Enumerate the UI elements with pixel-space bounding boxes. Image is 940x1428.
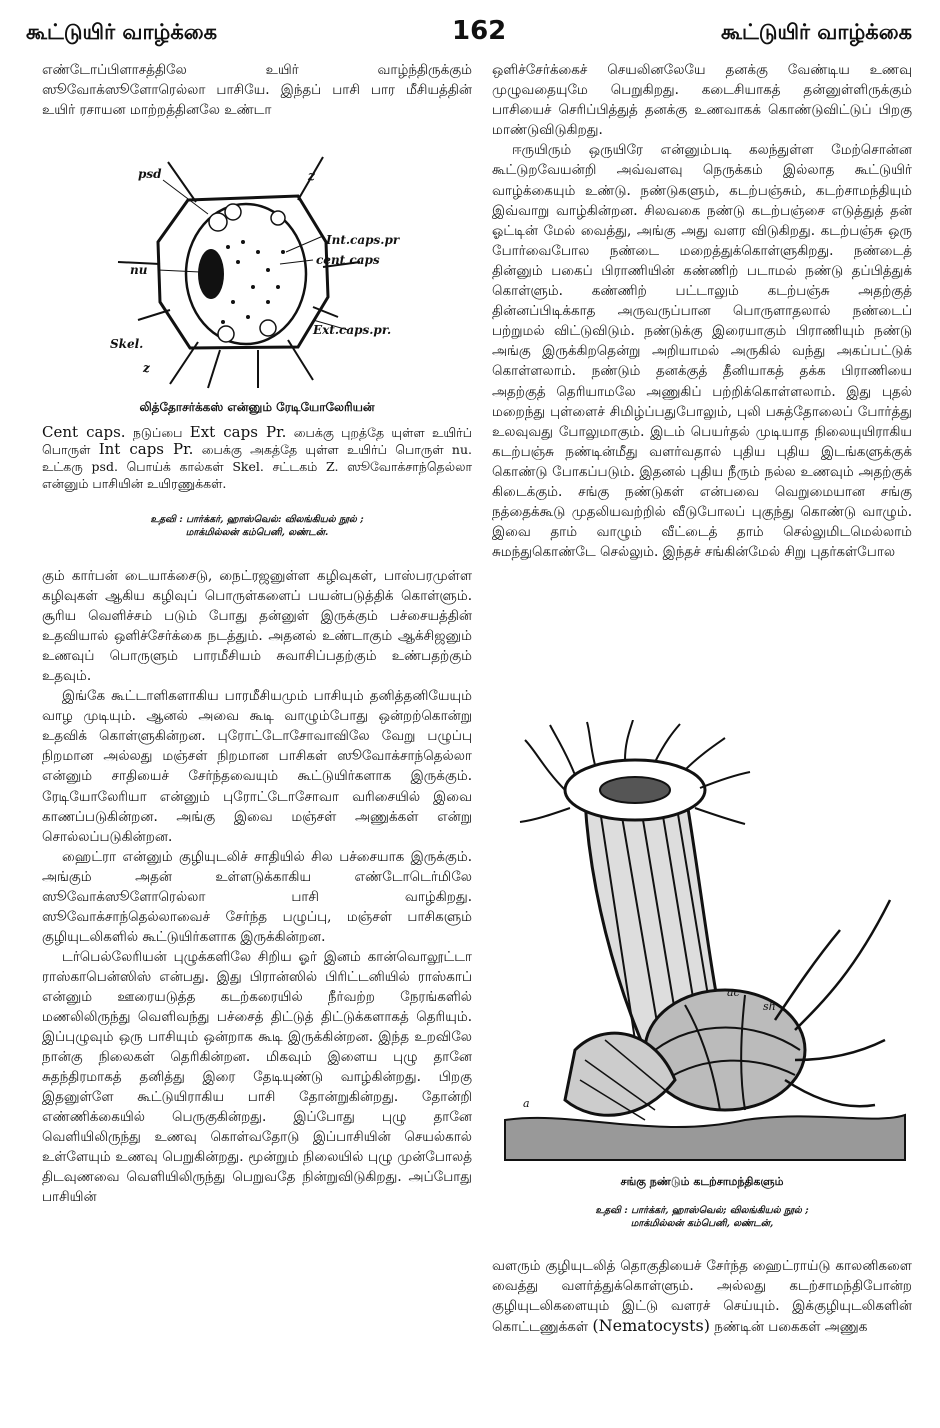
label-z-bottom: z xyxy=(143,361,150,375)
label-nu: nu xyxy=(130,263,148,277)
hermit-crab-sea-anemone-illustration xyxy=(495,720,915,1165)
label-ac: ac xyxy=(727,986,740,999)
paragraph: எண்டோப்பிளாசத்திலே உயிர் வாழ்ந்திருக்கும் ஸூவோக்ஸூளோரெல்லா பாசியே. இந்தப் பாசி பார மீசியத்தின் உயிர் ரசாயன மாற்றத்தினலே உண்டா xyxy=(42,62,472,119)
label-int-caps: Int.caps.pr xyxy=(326,233,400,247)
paragraph: இங்கே கூட்டாளிகளாகிய பாரமீசியமும் பாசியும் தனித்தனியேயும் வாழ முடியும். ஆனல் அவை கூடி வாழும்போது ஒன்றற்கொன்று உதவிக் கொள்ளுகின்றன. புரோட்டோசோவாவிலே வேறு பழுப்பு நிறமான அல்லது மஞ்சள் நிறமான பாசிகள் ஸூவோக்சாந்தெல்லா என்னும் சாதியைச் சேர்ந்தவையும் கூட்டுயிர்களாக இருக்கும். ரேடியோலேரியா என்னும் புரோட்டோசோவா வரிசையில் இவை காணப்படுகின்றன. அங்கு இவை மஞ்சள் அணுக்கள் என்று சொல்லப்படுகின்றன. xyxy=(42,688,472,845)
label-z-top: z xyxy=(308,169,315,183)
paragraph xyxy=(492,1256,912,1337)
figure-credit xyxy=(492,1204,912,1230)
paragraph-text: வளரும் குழியுடலித் தொகுதியைச் சேர்ந்த ஹைட்ராய்டு காலனிகளை வைத்து வளர்த்துக்கொள்ளும். அல்லது கடற்சாமந்திபோன்ற குழியுடலிகளையும் இட்டு வளரச் செய்யும். இக்குழியுடலிகளின் கொட்டணுக்கள் xyxy=(492,1258,912,1335)
page-header xyxy=(0,0,940,52)
radiolarian-illustration xyxy=(108,152,468,392)
legend-term: Int caps Pr. xyxy=(98,440,194,458)
right-column-bottom xyxy=(492,1256,912,1337)
legend-term: Cent caps. xyxy=(42,423,126,441)
legend-text: பைக்கு அகத்தே யுள்ள உயிர்ப் பொருள் nu. உட்கரு psd. பொய்க் கால்கள் Skel. சட்டகம் Z. ஸூவோக்சாந்தெல்லா என்னும் பாசியின் உயிரணுக்கள். xyxy=(42,442,472,491)
paragraph: டர்பெல்லேரியன் புழுக்களிலே சிறிய ஓர் இனம் கான்வொலூட்டா ராஸ்காபென்ஸிஸ் என்பது. இது பிரான்ஸில் பிரிட்டனியில் ராஸ்காப் என்னும் ஊரையடுத்த கடற்கரையில் நீர்வற்ற நேரங்களில் மணலிலிருந்து வெளிவந்து பச்சைத் திட்டுத் திட்டுக்களாகத் தெரியும். இப்புழுவும் ஒரு பாசியும் ஒன்றாக கூடி இருக்கின்றன. இந்த உறவிலே நான்கு நிலைகள் தெரிகின்றன. மிகவும் இளைய புழு தானே சுதந்திரமாகத் தனித்து இரை தேடியுண்டு வாழ்கின்றது. பிறகு இதனுள்ளே கூட்டுயிராகிய பாசி தோன்றுகின்றது. தோன்றி எண்ணிக்கையில் பெருகுகின்றது. இப்போது புழு தானே வெளியிலிருந்து உணவு கொள்வதோடு இப்பாசியின் செயல்கால் உள்ளேயும் உணவு பெறுகின்றது. மூன்றும் நிலையில் புழு முன்போலத் திடவுணவை வெளியிலிருந்து பெறுவதே நின்றுவிடுகிறது. அப்போது பாசியின் xyxy=(42,948,472,1206)
paragraph: ஒளிச்சேர்க்கைச் செயலினலேயே தனக்கு வேண்டிய உணவு முழுவதையுமே பெறுகிறது. கடைசியாகத் தன்னுள்ளிருக்கும் பாசியைச் செரிப்பித்துத் தனக்கு உணவாகக் கொண்டுவிட்டுப் பிறகு மாண்டுவிடுகிறது. xyxy=(492,62,912,139)
credit-line: மாக்மில்லன் கம்பெனி, லண்டன். xyxy=(185,527,329,538)
running-title-left: கூட்டுயிர் வாழ்க்கை xyxy=(26,20,218,44)
running-title-right: கூட்டுயிர் வாழ்க்கை xyxy=(720,20,912,44)
figure-caption: லித்தோசர்க்கஸ் என்னும் ரேடியோலேரியன் xyxy=(139,400,375,414)
label-cent-caps: cent caps xyxy=(316,253,380,267)
legend-text: நடுப்பை xyxy=(125,425,190,440)
label-skel: Skel. xyxy=(110,337,144,351)
paragraph-text: நண்டின் பகைகள் அணுக xyxy=(709,1319,868,1335)
left-column-bottom xyxy=(42,566,472,1208)
figure-credit xyxy=(42,513,472,539)
right-column-top xyxy=(492,60,912,562)
credit-line: மாக்மில்லன் கம்பெனி, லண்டன், xyxy=(630,1218,774,1229)
paragraph: கும் கார்பன் டையாக்சைடு, நைட்ரஜனுள்ள கழிவுகள், பாஸ்பரமுள்ள கழிவுகள் ஆகிய கழிவுப் பொருள்களைப் பயன்படுத்திக் கொள்ளும். சூரிய வெளிச்சம் படும் போது தன்னுள் இருக்கும் பச்சையத்தின் உதவியால் ஒளிச்சேர்க்கை நடத்தும். அதனல் உண்டாகும் ஆக்சிஜனும் உணவுப் பொருளும் பாரமீசியம் சுவாசிப்பதற்கும் உண்பதற்கும் உதவும். xyxy=(42,568,472,685)
figure-legend xyxy=(42,424,472,492)
page-number: 162 xyxy=(452,16,507,46)
paragraph: ஈருயிரும் ஒருயிரே என்னும்படி கலந்துள்ள மேற்சொன்ன கூட்டுறவேயன்றி அவ்வளவு நெருக்கம் இல்லாத கூட்டுயிர் வாழ்க்கையும் உண்டு. நண்டுகளும், கடற்பஞ்சும், கடற்சாமந்தியும் இவ்வாறு வாழ்கின்றன. சிலவகை நண்டு கடற்பஞ்சை எடுத்துத் தன் ஓட்டின் மேல் வைத்து, அங்கு அது வளர விடுகிறது. கடற்பஞ்சு ஒரு போர்வைபோல நண்டை மறைத்துக்கொள்ளுகிறது. நண்டைத் தின்னும் பகைப் பிராணியின் கண்ணிற் படாமல் நண்டு தப்பித்துக் கொள்ளும். கண்ணிற் பட்டாலும் கடற்பஞ்சு அதற்குத் தின்னப்பிடிக்காத அருவருப்பான பொருளாதலால் நண்டைப் பற்றுமல் விட்டுவிடும். நண்டுக்கு இரையாகும் பிராணியும் நண்டு அங்கு இருக்கிறதென்று அறியாமல் அருகில் வந்து அகப்பட்டுக் கொள்ளலாம். நண்டும் தனக்குத் தீனியாகத் தக்க பிராணியை அதற்குத் தெரியாமலே அணுகிப் பற்றிக்கொள்ளலாம். இது புதல் மறைந்து புள்ளைச் சிமிழ்ப்பதுபோலும், புலி பசுத்தோலைப் போர்த்து உலவுவது போலுமாகும். இடம் பெயர்தல் முடியாத நிலையுயிராகிய கடற்பஞ்சு நண்டின்மீது வளர்வதால் புதிய புதிய இடங்களுக்குக் கொண்டு போகப்படும். இதனல் புதிய நீரும் நல்ல உணவும் அதற்குக் கிடைக்கும். சங்கு நண்டுகள் என்பவை வெறுமையான சங்கு நத்தைக்கூடு முதலியவற்றில் வீடுபோலப் புகுந்து கொண்டு வாழும். இவை தாம் வாழும் வீட்டைத் தாம் செல்லுமிடமெல்லாம் சுமந்துகொண்டே செல்லும். இந்தச் சங்கின்மேல் சிறு புதர்கள்போல xyxy=(492,142,912,561)
legend-text: பைக்கு புறத்தே யுள்ள உயிர்ப் பொருள் xyxy=(42,425,472,457)
left-column-top xyxy=(42,60,472,120)
label-psd: psd xyxy=(138,167,162,181)
label-a: a xyxy=(523,1097,530,1110)
credit-line: உதவி : பார்க்கர், ஹாஸ்வெல்: விலங்கியல் நூல் ; xyxy=(150,514,364,525)
credit-line: உதவி : பார்க்கர், ஹாஸ்வெல்; விலங்கியல் நூல் ; xyxy=(595,1205,809,1216)
paragraph: ஹைட்ரா என்னும் குழியுடலிச் சாதியில் சில பச்சையாக இருக்கும். அங்கும் அதன் உள்ளடுக்காகிய எண்டோடெர்மிலே ஸூவோக்ஸூளோரெல்லா பாசி வாழ்கிறது. ஸூவோக்சாந்தெல்லாவைச் சேர்ந்த பழுப்பு, மஞ்சள் பாசிகளும் குழியுடலிகளில் கூட்டுயிர்களாக இருக்கின்றன. xyxy=(42,848,472,945)
latin-term: (Nematocysts) xyxy=(592,1316,710,1335)
figure-caption: சங்கு நண்டும் கடற்சாமந்திகளும் xyxy=(620,1175,784,1188)
label-ext-caps: Ext.caps.pr. xyxy=(313,323,392,337)
legend-term: Ext caps Pr. xyxy=(189,423,287,441)
label-sh: sh xyxy=(763,1000,776,1013)
